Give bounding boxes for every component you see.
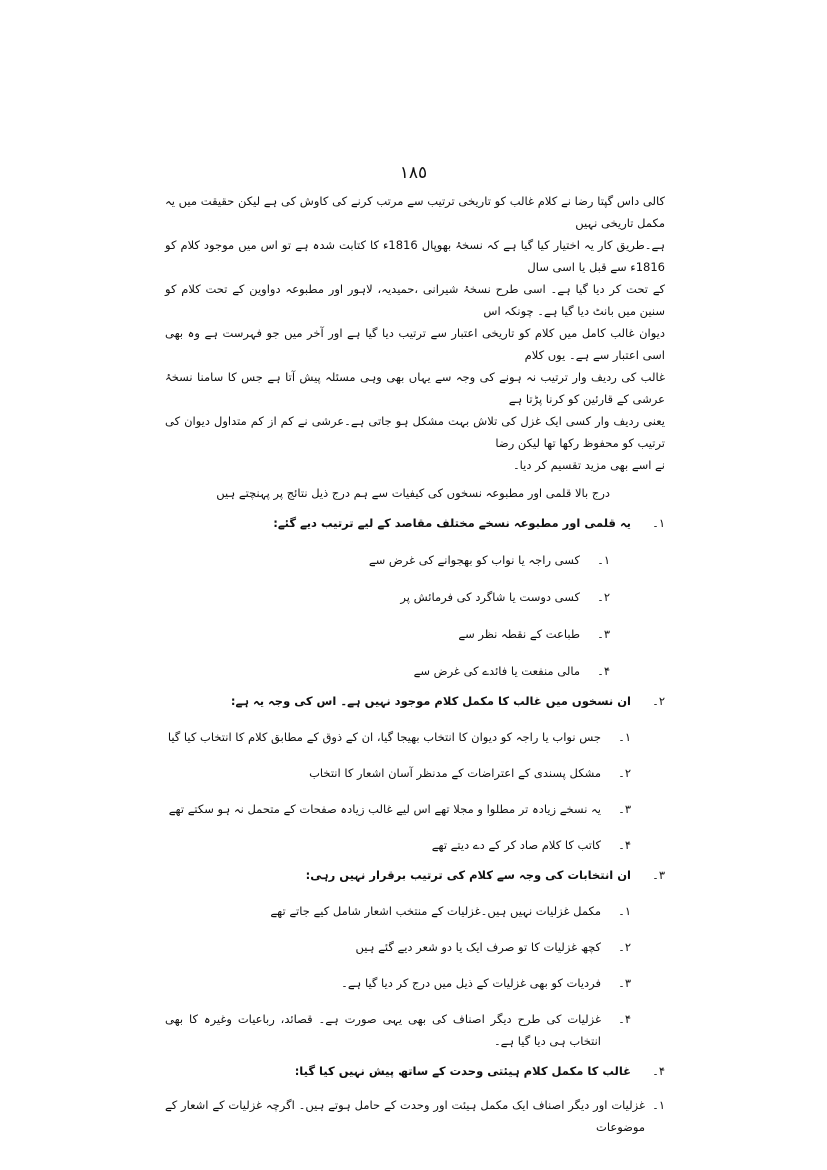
item-number: ۱۔ [618,904,631,918]
list-item [165,549,610,571]
section-number: ۳۔ [652,868,665,882]
list-item [165,660,610,682]
item-number: ۳۔ [618,802,631,816]
item-number: ۲۔ [597,590,610,604]
intro-line: کے تحت کر دیا گیا ہے۔ اسی طرح نسخۂ شیرانی ،حمیدیہ، لاہور اور مطبوعہ دواوین کے تحت کلام کو سنین میں بانٹ دیا گیا ہے۔ چونکہ اس [165,282,665,318]
item-text: کسی راجہ یا نواب کو بھجوانے کی غرض سے [368,553,580,567]
list-item [165,726,631,748]
item-text: غزلیات کی طرح دیگر اصناف کی بھی یہی صورت ہے۔ قصائد، رباعیات وغیرہ کا بھی انتخاب ہی دیا گیا ہے۔ [165,1012,601,1048]
section-paragraph [165,1094,665,1138]
section-1 [165,512,665,682]
section-heading [165,512,665,534]
item-text: غزلیات اور دیگر اصناف ایک مکمل ہیئت اور وحدت کے حامل ہوتے ہیں۔ اگرچہ غزلیات کے اشعار کے موضوعات [165,1098,645,1134]
list-item [165,586,610,608]
section-list [165,549,665,682]
item-text: کاتب کا کلام صاد کر کے دے دیتے تھے [431,838,601,852]
section-number: ۱۔ [652,516,665,530]
intro-line: ہے۔طریق کار یہ اختیار کیا گیا ہے کہ نسخۂ بھوپال 1816ء کا کتابت شدہ ہے تو اس میں موجود کلام کو 1816ء سے قبل یا اسی سال [165,238,665,274]
item-number: ۳۔ [597,627,610,641]
item-text: مکمل غزلیات نہیں ہیں۔غزلیات کے منتخب اشعار شامل کیے جاتے تھے [270,904,601,918]
item-number: ۴۔ [618,838,631,852]
item-number: ۲۔ [618,766,631,780]
item-number: ۴۔ [597,664,610,678]
item-text: فردیات کو بھی غزلیات کے ذیل میں درج کر دیا گیا ہے۔ [341,976,601,990]
intro-line: غالب کی ردیف وار ترتیب نہ ہونے کی وجہ سے یہاں بھی وہی مسئلہ پیش آتا ہے جس کا سامنا نسخۂ عرشی کے قارئین کو کرنا پڑتا ہے [165,370,665,406]
item-text: جس نواب یا راجہ کو دیوان کا انتخاب بھیجا گیا، ان کے ذوق کے مطابق کلام کا انتخاب کیا گیا [167,730,601,744]
intro-line: یعنی ردیف وار کسی ایک غزل کی تلاش بہت مشکل ہو جاتی ہے۔عرشی نے کم از کم متداول دیوان کی ترتیب کو محفوظ رکھا تھا لیکن رضا [165,414,665,450]
item-text: طباعت کے نقطہ نظر سے [458,627,580,641]
section-title: ان نسخوں میں غالب کا مکمل کلام موجود نہیں ہے۔ اس کی وجہ یہ ہے: [230,694,631,708]
section-4 [165,1060,665,1138]
section-list [165,726,665,856]
section-title: یہ قلمی اور مطبوعہ نسخے مختلف مقاصد کے لیے ترتیب دیے گئے: [273,516,631,530]
section-number: ۲۔ [652,694,665,708]
intro-line: دیوان غالب کامل میں کلام کو تاریخی اعتبار سے ترتیب دیا گیا ہے اور آخر میں جو فہرست ہے وہ بھی اسی اعتبار سے ہے۔ یوں کلام [165,326,665,362]
section-list [165,900,665,1052]
item-number: ۳۔ [618,976,631,990]
intro-paragraph [165,190,665,476]
section-title: غالب کا مکمل کلام ہیئتی وحدت کے ساتھ پیش نہیں کیا گیا: [294,1064,631,1078]
item-number: ۱۔ [597,553,610,567]
list-item [165,1008,631,1052]
item-text: کسی دوست یا شاگرد کی فرمائش پر [400,590,580,604]
list-item [165,900,631,922]
intro-line: نے اسے بھی مزید تقسیم کر دیا۔ [512,458,665,472]
section-heading [165,864,665,886]
page-number: ١٨٥ [399,163,428,183]
item-text: کچھ غزلیات کا تو صرف ایک یا دو شعر دیے گئے ہیں [355,940,601,954]
intro-line: کالی داس گپتا رضا نے کلام غالب کو تاریخی ترتیب سے مرتب کرنے کی کاوش کی ہے لیکن حقیقت میں یہ مکمل تاریخی نہیں [165,194,665,230]
list-item [165,623,610,645]
item-number: ۲۔ [618,940,631,954]
item-number: ۱۔ [618,730,631,744]
item-text: یہ نسخے زیادہ تر مطلوا و مجلا تھے اس لیے غالب زیادہ صفحات کے متحمل نہ ہو سکتے تھے [168,802,601,816]
item-text: مشکل پسندی کے اعتراضات کے مدنظر آسان اشعار کا انتخاب [309,766,601,780]
item-text: مالی منفعت یا فائدے کی غرض سے [413,664,580,678]
section-2 [165,690,665,856]
list-item [165,834,631,856]
section-number: ۴۔ [652,1064,665,1078]
item-number: ۱۔ [652,1098,665,1112]
list-item [165,936,631,958]
list-item [165,972,631,994]
item-number: ۴۔ [618,1012,631,1026]
list-item [165,798,631,820]
page-body [165,190,665,1138]
section-3 [165,864,665,1052]
list-item [165,762,631,784]
section-heading [165,690,665,712]
section-heading [165,1060,665,1082]
lead-sentence: درج بالا قلمی اور مطبوعہ نسخوں کی کیفیات سے ہم درج ذیل نتائج پر پہنچتے ہیں [216,486,610,500]
section-title: ان انتخابات کی وجہ سے کلام کی ترتیب برقرار نہیں رہی: [305,868,631,882]
